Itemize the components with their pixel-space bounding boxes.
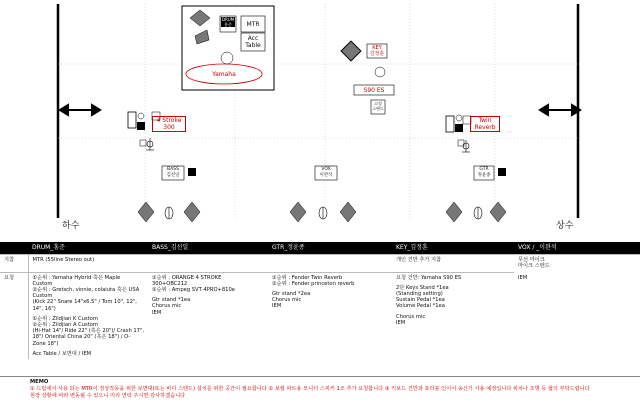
- mtr-label: MTR: [246, 21, 260, 28]
- header-gtr: GTR_정윤종: [268, 242, 392, 254]
- request-bass: ①순위 : ORANGE 4 STROKE 300+OBC212 ②순위 : Ampeg SVT 4PRO+810e Gtr stand *1ea Chorus mic IEM: [148, 272, 268, 359]
- drum-throne: [221, 52, 233, 64]
- rider-header-row: [0, 242, 640, 254]
- stage-grid: [58, 4, 578, 218]
- drum-label: DRUM 홍준: [221, 17, 235, 27]
- yamaha-label: Yamaha: [212, 71, 236, 78]
- s90-label: S90 ES: [363, 87, 385, 94]
- rider-table: [0, 242, 640, 359]
- header-bass: BASS_김선일: [148, 242, 268, 254]
- right-arrow: [540, 105, 580, 115]
- gtr-mon-label: GTR 정윤종: [477, 167, 491, 178]
- acc-table-label: Acc Table: [245, 35, 261, 49]
- request-drum: ①순위 : Yamaha Hybrid 혹은 Maple Custom ②순위 : Gretsch, vinnie, colaiuta 혹은 USA Custom (Kick 22" Snare 14"x6.5" / Tom 10", 12", 14", 16") ①순위 : Zildjian K Custom ②순위 : Zildjian A Custom (Hi-Hat 14"/ Ride 22" (혹은 20")/ Crash 17", 18"/ Oriental China 20" (혹은 18") / O- Zone 18") Acc Table / 보면대 / IEM: [28, 272, 148, 359]
- stage-left-label: 하수: [62, 221, 80, 231]
- memo-line-2: 현장 상황에 따라 변동될 수 있으니 미리 연락 주시면 감사하겠습니다: [30, 393, 186, 399]
- vox-mon-label: VOX 이완석: [319, 167, 333, 178]
- header-blank: [0, 242, 28, 254]
- bring-key: 개인 건반 추가 지참: [392, 254, 514, 272]
- key-monitor: [341, 41, 361, 61]
- request-gtr: ①순위 : Fender Twin Reverb ②순위 : Fender princeton reverb Gtr stand *2ea Chorus mic IEM: [268, 272, 392, 359]
- bass-pedal: [188, 168, 196, 176]
- bass-amp-label: 4 Stroke 300: [152, 116, 186, 132]
- bass-mic-stand: [146, 138, 154, 150]
- bring-gtr: [268, 254, 392, 272]
- bass-mon-label: BASS 김선일: [166, 167, 180, 178]
- bring-row: [0, 254, 640, 272]
- request-key: 요청 건반: Yamaha S90 ES 2단 Keys Stand *1ea (Standing setting) Sustain Pedal *1ea Volume Pedal *1ea Chorus mic IEM: [392, 272, 514, 359]
- gtr-pedal: [498, 168, 506, 176]
- bring-drum: MTR (55line Stereo out): [28, 254, 148, 272]
- bring-bass: [148, 254, 268, 272]
- bass-amp-head: [137, 122, 145, 130]
- key-position: [375, 67, 385, 77]
- gtr-amp-cab: [446, 116, 454, 132]
- header-vox: VOX / _이완석: [514, 242, 640, 254]
- memo-line-1: ① 드럼에서 사용 되는 MTR이 정상작동을 위한 보면대(또는 바디 스탠드) 설치를 위한 공간이 필요합니다 ② 보컬 파트용 모니터 스피커 1조 추가 요청합니다 ③ 키보드 건반과 포터블 인이어 송신기 사용 예정입니다 위치나 조명 등 협의 부탁드립니다: [30, 386, 590, 392]
- header-drum: DRUM_홍준: [28, 242, 148, 254]
- memo-title: MEMO: [30, 379, 49, 385]
- key-label: KEY 김정훈: [369, 45, 385, 57]
- chorus-mics: [140, 140, 464, 146]
- memo-section: [0, 376, 640, 406]
- key-stand-label: 고정 스탠드: [372, 101, 384, 111]
- gtr-amp-head: [455, 124, 463, 132]
- stage-right-label: 상수: [556, 221, 574, 231]
- header-key: KEY_김정훈: [392, 242, 514, 254]
- bring-vox: 무선 마이크 마이크 스탠드 IEM: [514, 254, 640, 359]
- bring-label: 지참: [0, 254, 28, 272]
- twin-reverb-label: Twin Reverb: [470, 116, 500, 132]
- bass-amp-cab: [128, 112, 136, 128]
- request-label: 요청: [0, 272, 28, 359]
- left-arrow: [60, 105, 100, 115]
- front-mics: [165, 207, 482, 219]
